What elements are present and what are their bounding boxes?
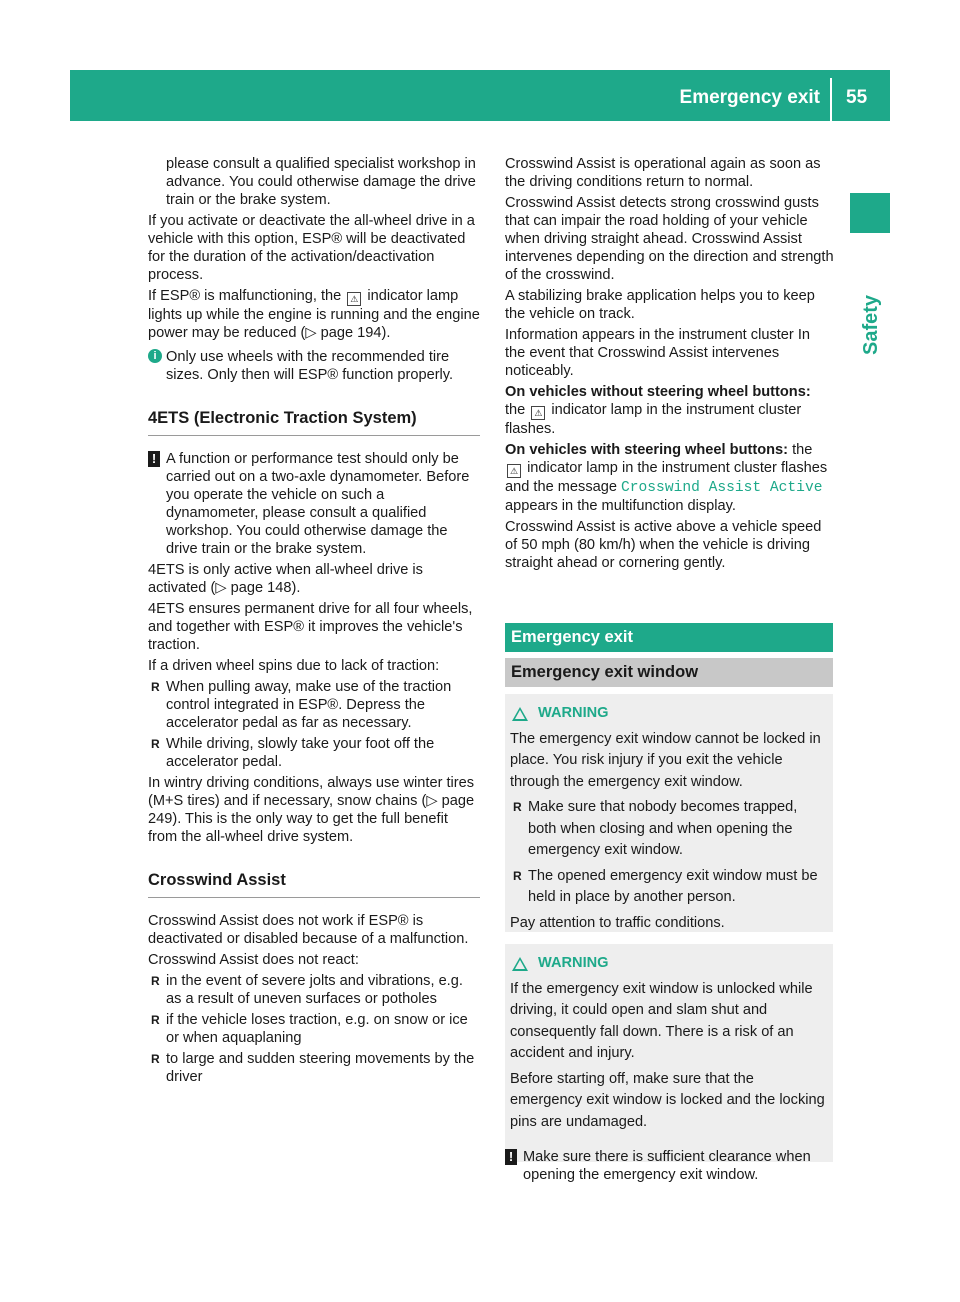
4ets-active-paragraph: 4ETS is only active when all-wheel drive is activated (▷ page 148).	[148, 562, 423, 596]
spin-paragraph: If a driven wheel spins due to lack of traction:	[148, 658, 440, 674]
section-title: Emergency exit	[505, 623, 833, 652]
display-message: Crosswind Assist Active	[621, 480, 823, 496]
detects-paragraph: Crosswind Assist detects strong crosswind gusts that can impair the road holding of your vehicle when driving straight ahead. Crosswind Assist intervenes depending on the direction and strength of the crosswind.	[505, 195, 834, 283]
heading-rule	[148, 897, 480, 898]
header-divider	[830, 78, 832, 121]
bullet-icon: R	[151, 974, 160, 988]
warning-triangle-icon	[512, 707, 528, 721]
warning-label: WARNING	[538, 955, 609, 971]
warning-box	[505, 694, 833, 932]
caution-icon: !	[148, 451, 160, 467]
crosswind-indicator-icon: ⚠	[531, 406, 545, 420]
info-cluster-paragraph: Information appears in the instrument cluster In the event that Crosswind Assist intervenes noticeably.	[505, 327, 811, 379]
list-item	[148, 1011, 480, 1047]
list-item	[148, 972, 480, 1008]
list-item-text: to large and sudden steering movements by the driver	[166, 1051, 475, 1085]
without-buttons-label: On vehicles without steering wheel buttons:	[505, 384, 811, 400]
4ets-ensures-paragraph: 4ETS ensures permanent drive for all four wheels, and together with ESP® it improves the vehicle's traction.	[148, 601, 473, 653]
warning-text: The emergency exit window cannot be locked in place. You risk injury if you exit the vehicle through the emergency exit window.	[510, 730, 821, 790]
warning-list	[510, 797, 829, 909]
without-text-a: the	[505, 402, 526, 418]
crosswind-notwork-paragraph: Crosswind Assist does not work if ESP® is deactivated or disabled because of a malfunction.	[148, 913, 469, 947]
list-item	[148, 735, 480, 771]
list-item	[148, 678, 480, 732]
without-buttons-paragraph	[505, 383, 834, 438]
crosswind-notreact-paragraph: Crosswind Assist does not react:	[148, 952, 359, 968]
with-buttons-paragraph	[505, 441, 834, 515]
warning-triangle-icon	[512, 957, 528, 971]
list-item-text: in the event of severe jolts and vibrations, e.g. as a result of uneven surfaces or potholes	[166, 973, 463, 1007]
right-column	[505, 155, 834, 575]
left-column	[148, 155, 480, 1089]
caution-note	[148, 450, 480, 558]
page-number: 55	[846, 87, 868, 108]
warning-text-2: Before starting off, make sure that the emergency exit window is locked and the locking pins are undamaged.	[510, 1070, 825, 1130]
malfunction-text-b: indicator lamp lights up while the engine is running and the engine power may be reduced (▷ page 194).	[148, 288, 480, 341]
esp-warning-icon: ⚠	[347, 292, 361, 306]
active-above-paragraph: Crosswind Assist is active above a vehicle speed of 50 mph (80 km/h) when the vehicle is driving straight ahead or cornering gently.	[505, 519, 822, 571]
bullet-icon: R	[513, 800, 522, 814]
wintry-paragraph: In wintry driving conditions, always use winter tires (M+S tires) and if necessary, snow chains (▷ page 249). This is the only way to get the full benefit from the all-wheel drive system.	[148, 775, 475, 845]
warning-footer: Pay attention to traffic conditions.	[510, 914, 725, 931]
with-text-a: the	[792, 442, 813, 458]
info-note-text: Only use wheels with the recommended tire sizes. Only then will ESP® function properly.	[166, 349, 454, 383]
caution-note-text: A function or performance test should only be carried out on a two-axle dynamometer. Before you operate the vehicle on such a dynamometer, please consult a qualified workshop. You could otherwise damage the drive train or the brake system.	[166, 451, 470, 557]
heading-crosswind: Crosswind Assist	[148, 871, 286, 889]
malfunction-paragraph	[148, 287, 480, 342]
list-item-text: The opened emergency exit window must be held in place by another person.	[528, 867, 818, 905]
spin-list	[148, 678, 480, 771]
page-title: Emergency exit	[679, 87, 820, 108]
activate-paragraph: If you activate or deactivate the all-wheel drive in a vehicle with this option, ESP® will be deactivated for the duration of the activation/deactivation process.	[148, 213, 475, 283]
info-note	[148, 348, 480, 384]
list-item-text: While driving, slowly take your foot off the accelerator pedal.	[166, 736, 435, 770]
caution-icon: !	[505, 1149, 517, 1165]
malfunction-text-a: If ESP® is malfunctioning, the	[148, 288, 342, 304]
without-text-b: indicator lamp in the instrument cluster flashes.	[505, 402, 802, 437]
bullet-icon: R	[151, 737, 160, 751]
info-icon: i	[148, 349, 162, 363]
side-tab-icon	[850, 193, 890, 233]
with-text-c: appears in the multifunction display.	[505, 498, 736, 514]
bullet-icon: R	[151, 1013, 160, 1027]
warning-label: WARNING	[538, 705, 609, 721]
with-buttons-label: On vehicles with steering wheel buttons:	[505, 442, 789, 458]
list-item-text: Make sure that nobody becomes trapped, both when closing and when opening the emergency exit window.	[528, 799, 798, 858]
caution-note	[505, 1148, 843, 1184]
warning-text: If the emergency exit window is unlocked while driving, it could open and slam shut and consequently fall down. There is a risk of an accident and injury.	[510, 980, 813, 1061]
crosswind-list	[148, 972, 480, 1086]
list-item	[510, 866, 829, 909]
continued-paragraph: please consult a qualified specialist workshop in advance. You could otherwise damage the drive train or the brake system.	[166, 156, 476, 208]
crosswind-indicator-icon: ⚠	[507, 464, 521, 478]
list-item-text: When pulling away, make use of the traction control integrated in ESP®. Depress the accelerator pedal as far as necessary.	[166, 679, 452, 731]
caution-note-text: Make sure there is sufficient clearance when opening the emergency exit window.	[523, 1149, 811, 1183]
list-item-text: if the vehicle loses traction, e.g. on snow or ice or when aquaplaning	[166, 1012, 468, 1046]
list-item	[148, 1050, 480, 1086]
bullet-icon: R	[151, 1052, 160, 1066]
subsection-title: Emergency exit window	[505, 658, 833, 687]
warning-header	[510, 953, 829, 975]
warning-box	[505, 944, 833, 1162]
with-text-b: indicator lamp in the instrument cluster flashes and the message	[505, 460, 828, 495]
warning-header	[510, 703, 829, 725]
bullet-icon: R	[513, 868, 522, 883]
list-item	[510, 797, 829, 862]
bullet-icon: R	[151, 680, 160, 694]
side-tab-label: Safety	[860, 294, 882, 355]
heading-4ets: 4ETS (Electronic Traction System)	[148, 409, 417, 427]
brake-paragraph: A stabilizing brake application helps you to keep the vehicle on track.	[505, 288, 815, 322]
heading-rule	[148, 435, 480, 436]
operational-paragraph: Crosswind Assist is operational again as soon as the driving conditions return to normal.	[505, 156, 821, 190]
